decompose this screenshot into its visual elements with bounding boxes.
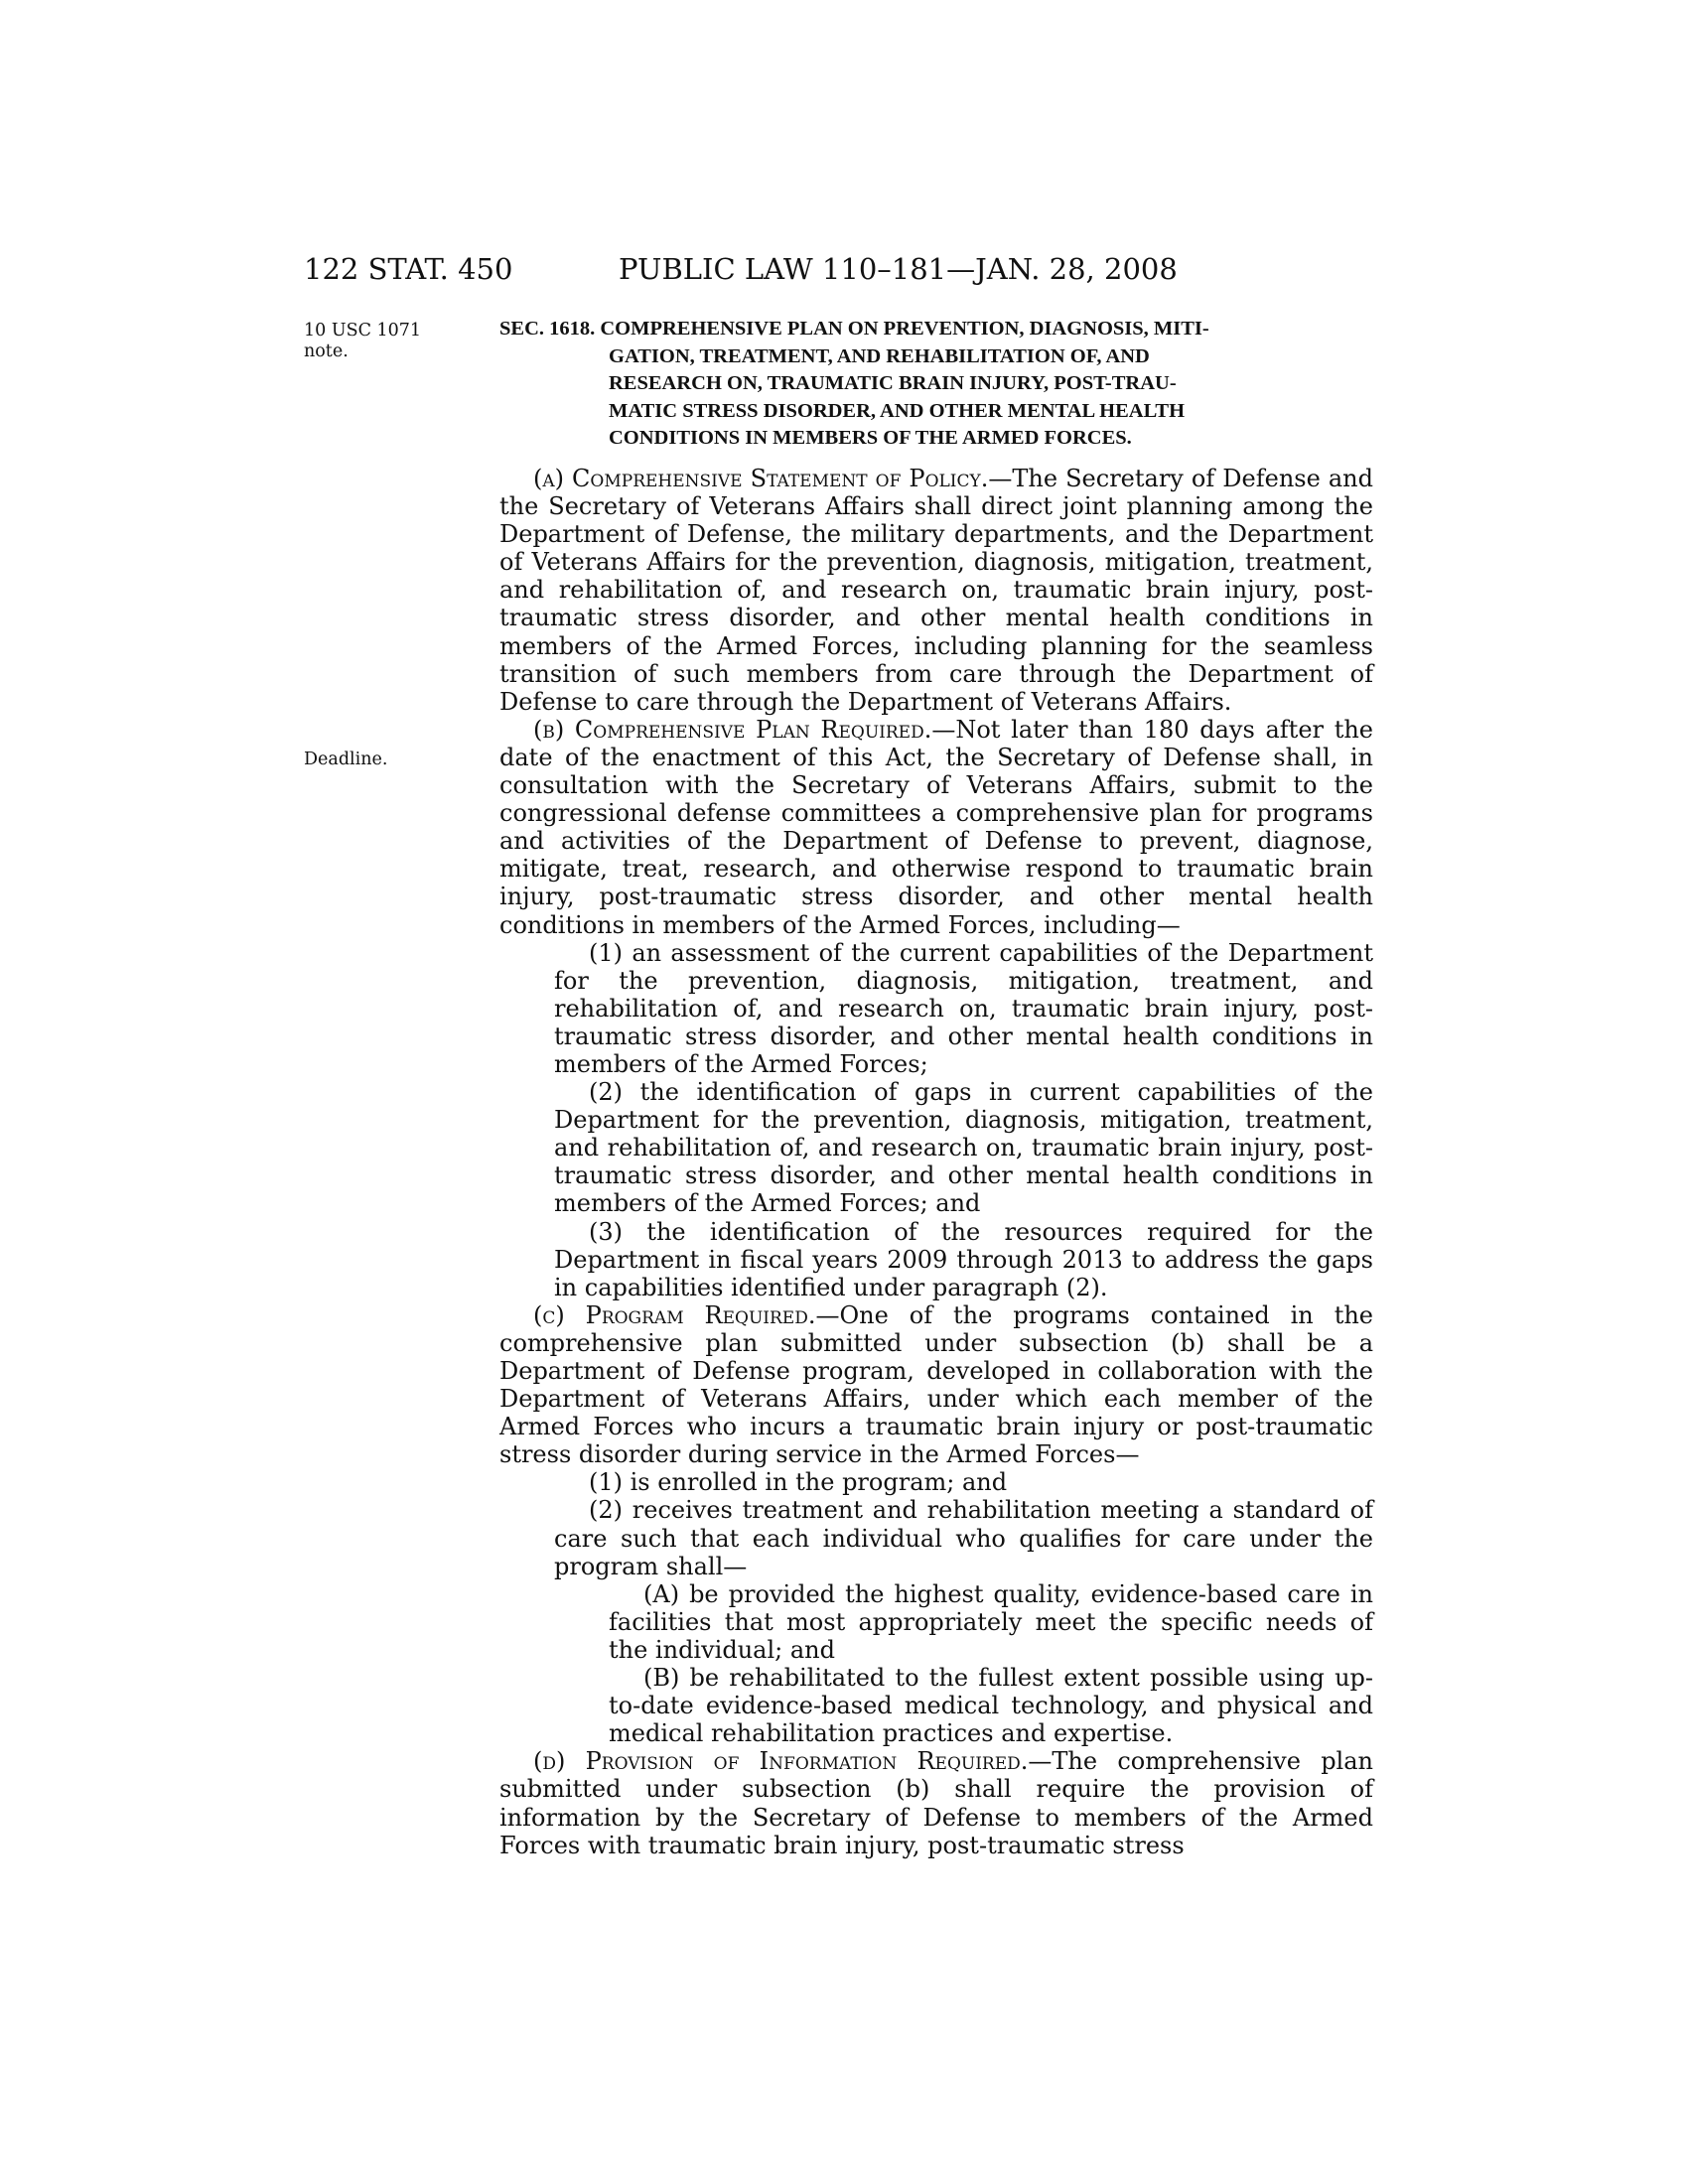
subparagraph-cB: (B) be rehabilitated to the fullest extent possible using up-to-date evidence-based medical technology, and physical and medical rehabilitation practices and expertise. — [609, 1664, 1373, 1748]
section-heading — [499, 316, 1373, 453]
heading-line: GATION, TREATMENT, AND REHABILITATION OF, AND — [609, 344, 1150, 367]
subsection-a-text: —The Secretary of Defense and the Secretary of Veterans Affairs shall direct joint planning among the Department of Defense, the military departments, and the Department of Veterans Affairs for the prevention, diagnosis, mitigation, treatment, and rehabilitation of, and research on, traumatic brain injury, post-traumatic stress disorder, and other mental health conditions in members of the Armed Forces, including planning for the seamless transition of such members from care through the Department of Defense to care through the Department of Veterans Affairs. — [499, 465, 1373, 716]
subsection-b-text: —Not later than 180 days after the date of the enactment of this Act, the Secretary of Defense shall, in consultation with the Secretary of Veterans Affairs, submit to the congressional defense committees a comprehensive plan for programs and activities of the Department of Defense to prevent, diagnose, mitigate, treat, research, and otherwise respond to traumatic brain injury, post-traumatic stress disorder, and other mental health conditions in members of the Armed Forces, including— — [499, 715, 1373, 939]
public-law-citation: PUBLIC LAW 110–181—JAN. 28, 2008 — [619, 252, 1178, 286]
deadline-margin-note: Deadline. — [304, 750, 388, 769]
page-header — [304, 252, 1376, 288]
subsection-a — [499, 465, 1373, 716]
subparagraph-cA: (A) be provided the highest quality, evidence-based care in facilities that most appropriately meet the specific needs of the individual; and — [609, 1579, 1373, 1664]
heading-line: CONDITIONS IN MEMBERS OF THE ARMED FORCES. — [609, 427, 1132, 449]
subsection-c-text: —One of the programs contained in the comprehensive plan submitted under subsection (b) shall be a Department of Defense program, developed in collaboration with the Department of Veterans Affairs, under which each member of the Armed Forces who incurs a traumatic brain injury or post-traumatic stress disorder during service in the Armed Forces— — [499, 1300, 1373, 1469]
usc-note-line1: 10 USC 1071 — [304, 321, 422, 341]
subsection-b-label: (b) Comprehensive Plan Required. — [533, 715, 932, 744]
paragraph-b3: (3) the identification of the resources required for the Department in fiscal years 2009 through 2013 to address the gaps in capabilities identified under paragraph (2). — [554, 1217, 1373, 1301]
subsection-c-label: (c) Program Required. — [533, 1300, 816, 1329]
heading-line: MATIC STRESS DISORDER, AND OTHER MENTAL HEALTH — [609, 399, 1186, 422]
subsection-b — [499, 716, 1373, 939]
section-body — [499, 465, 1373, 1859]
stat-page-number: 122 STAT. 450 — [304, 252, 513, 286]
subsection-a-label: (a) Comprehensive Statement of Policy. — [533, 465, 989, 492]
paragraph-c1: (1) is enrolled in the program; and — [589, 1468, 1008, 1497]
paragraph-b2: (2) the identification of gaps in current capabilities of the Department for the prevention, diagnosis, mitigation, treatment, and rehabilitation of, and research on, traumatic brain injury, post-traumatic stress disorder, and other mental health conditions in members of the Armed Forces; and — [554, 1078, 1373, 1218]
subsection-d-label: (d) Provision of Information Required. — [533, 1747, 1029, 1776]
heading-line: SEC. 1618. COMPREHENSIVE PLAN ON PREVENTION, DIAGNOSIS, MITI- — [499, 318, 1209, 340]
paragraph-c2: (2) receives treatment and rehabilitation meeting a standard of care such that each individual who qualifies for care under the program shall— — [554, 1496, 1373, 1580]
subsection-d-text: —The comprehensive plan submitted under subsection (b) shall require the provision of information by the Secretary of Defense to members of the Armed Forces with traumatic brain injury, post-traumatic stress — [499, 1747, 1373, 1859]
usc-note-line2: note. — [304, 341, 349, 361]
subsection-d — [499, 1747, 1373, 1858]
paragraph-b1: (1) an assessment of the current capabilities of the Department for the prevention, diagnosis, mitigation, treatment, and rehabilitation of, and research on, traumatic brain injury, post-traumatic stress disorder, and other mental health conditions in members of the Armed Forces; — [554, 938, 1373, 1078]
subsection-c — [499, 1301, 1373, 1469]
usc-margin-note — [304, 321, 421, 362]
heading-line: RESEARCH ON, TRAUMATIC BRAIN INJURY, POST-TRAU- — [609, 372, 1177, 394]
